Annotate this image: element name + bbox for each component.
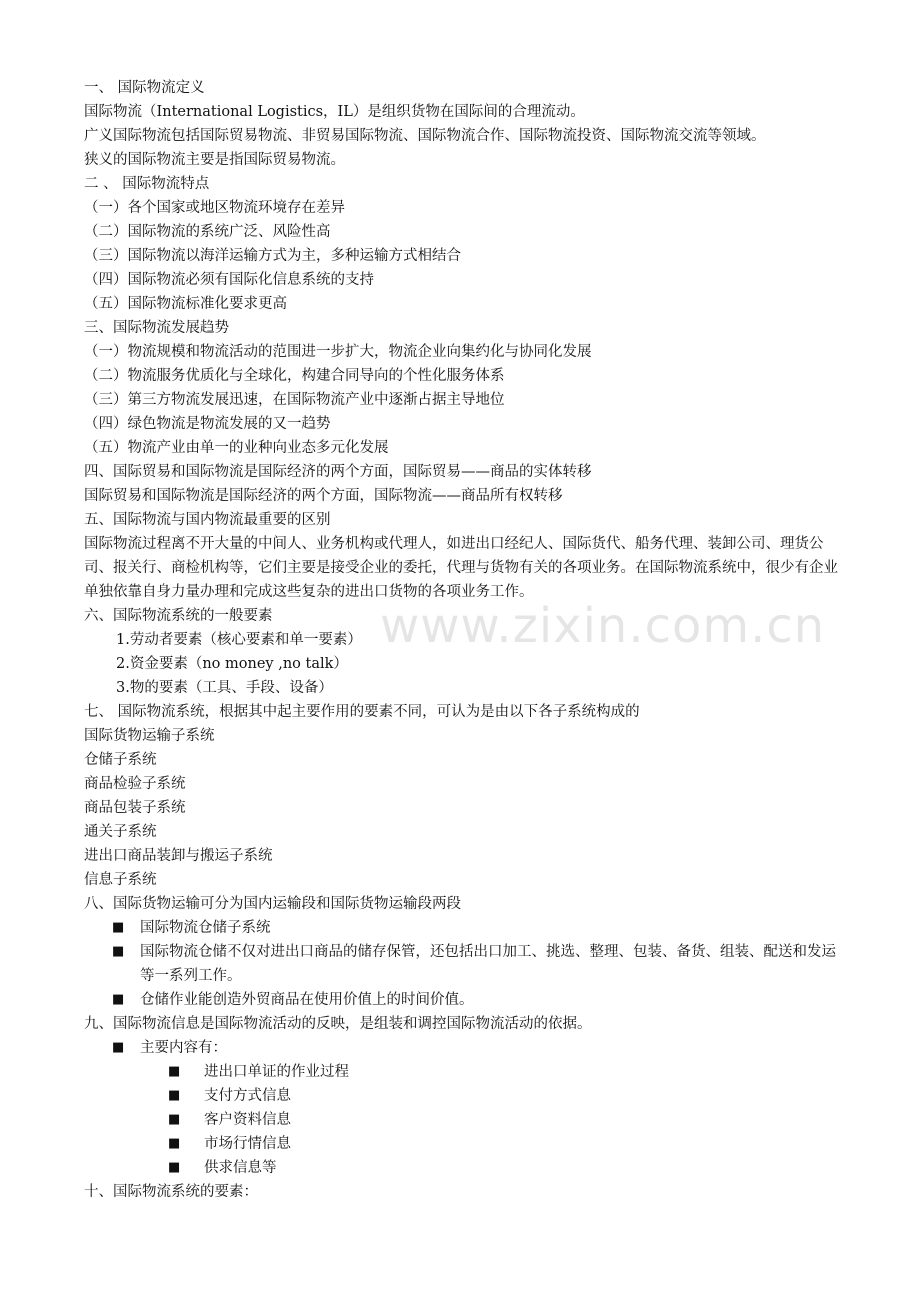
section-9-heading: 九、国际物流信息是国际物流活动的反映，是组装和调控国际物流活动的依据。 bbox=[84, 1016, 592, 1032]
s2-item-4: （四）国际物流必须有国际化信息系统的支持 bbox=[84, 272, 374, 288]
s9-subbullet-2-text: 支付方式信息 bbox=[204, 1088, 291, 1104]
s8-bullet-3-text: 仓储作业能创造外贸商品在使用价值上的时间价值。 bbox=[140, 992, 474, 1008]
s9-subbullet-3-text: 客户资料信息 bbox=[204, 1112, 291, 1128]
square-bullet-icon: ■ bbox=[168, 1064, 181, 1079]
s9-subbullet-4 bbox=[84, 1132, 844, 1156]
s9-bullet-text: 主要内容有： bbox=[140, 1040, 227, 1056]
s7-item-7: 信息子系统 bbox=[84, 872, 157, 888]
s3-item-2: （二）物流服务优质化与全球化，构建合同导向的个性化服务体系 bbox=[84, 368, 505, 384]
square-bullet-icon: ■ bbox=[168, 1112, 181, 1127]
watermark: www.zixin.com.cn bbox=[380, 598, 826, 654]
s2-item-2: （二）国际物流的系统广泛、风险性高 bbox=[84, 224, 331, 240]
s7-item-3: 商品检验子系统 bbox=[84, 776, 186, 792]
s9-subbullet-1-text: 进出口单证的作业过程 bbox=[204, 1064, 349, 1080]
document-body bbox=[84, 76, 844, 1204]
s9-bullet bbox=[84, 1036, 844, 1060]
s9-subbullet-3 bbox=[84, 1108, 844, 1132]
s6-item-1: 1.劳动者要素（核心要素和单一要素） bbox=[116, 632, 362, 648]
section-8-heading: 八、国际货物运输可分为国内运输段和国际货物运输段两段 bbox=[84, 896, 461, 912]
s9-subbullet-5 bbox=[84, 1156, 844, 1180]
s8-bullet-1-text: 国际物流仓储子系统 bbox=[140, 920, 271, 936]
s8-bullet-2-text: 国际物流仓储不仅对进出口商品的储存保管，还包括出口加工、挑选、整理、包装、备货、组装、配送和发运等一系列工作。 bbox=[140, 944, 836, 984]
s6-item-3: 3.物的要素（工具、手段、设备） bbox=[116, 680, 333, 696]
s3-item-4: （四）绿色物流是物流发展的又一趋势 bbox=[84, 416, 331, 432]
s9-subbullet-2 bbox=[84, 1084, 844, 1108]
s2-item-5: （五）国际物流标准化要求更高 bbox=[84, 296, 287, 312]
square-bullet-icon: ■ bbox=[112, 920, 125, 935]
section-6-heading: 六、国际物流系统的一般要素 bbox=[84, 608, 273, 624]
s7-item-5: 通关子系统 bbox=[84, 824, 157, 840]
section-7-heading: 七、 国际物流系统，根据其中起主要作用的要素不同，可认为是由以下各子系统构成的 bbox=[84, 704, 640, 720]
s9-subbullet-1 bbox=[84, 1060, 844, 1084]
s8-bullet-3 bbox=[84, 988, 844, 1012]
s2-item-1: （一）各个国家或地区物流环境存在差异 bbox=[84, 200, 345, 216]
s9-subbullet-4-text: 市场行情信息 bbox=[204, 1136, 291, 1152]
s5-paragraph: 国际物流过程离不开大量的中间人、业务机构或代理人，如进出口经纪人、国际货代、船务代理、装卸公司、理货公司、报关行、商检机构等，它们主要是接受企业的委托，代理与货物有关的各项业务。在国际物流系统中，很少有企业单独依靠自身力量办理和完成这些复杂的进出口货物的各项业务工作。 bbox=[84, 536, 838, 600]
s8-bullet-1 bbox=[84, 916, 844, 940]
square-bullet-icon: ■ bbox=[112, 944, 125, 959]
s7-item-2: 仓储子系统 bbox=[84, 752, 157, 768]
section-2-heading: 二 、 国际物流特点 bbox=[84, 176, 210, 192]
s9-subbullet-5-text: 供求信息等 bbox=[204, 1160, 277, 1176]
square-bullet-icon: ■ bbox=[112, 992, 125, 1007]
square-bullet-icon: ■ bbox=[168, 1088, 181, 1103]
s3-item-5: （五）物流产业由单一的业种向业态多元化发展 bbox=[84, 440, 389, 456]
section-10-heading: 十、国际物流系统的要素： bbox=[84, 1184, 258, 1200]
square-bullet-icon: ■ bbox=[112, 1040, 125, 1055]
section-3-heading: 三、国际物流发展趋势 bbox=[84, 320, 229, 336]
section-1-heading: 一、 国际物流定义 bbox=[84, 80, 205, 96]
s7-item-4: 商品包装子系统 bbox=[84, 800, 186, 816]
s6-item-2: 2.资金要素（no money ,no talk） bbox=[116, 656, 348, 672]
section-4-heading: 四、国际贸易和国际物流是国际经济的两个方面，国际贸易——商品的实体转移 bbox=[84, 464, 592, 480]
square-bullet-icon: ■ bbox=[168, 1160, 181, 1175]
s2-item-3: （三）国际物流以海洋运输方式为主，多种运输方式相结合 bbox=[84, 248, 461, 264]
s1-line-2: 广义国际物流包括国际贸易物流、非贸易国际物流、国际物流合作、国际物流投资、国际物流交流等领域。 bbox=[84, 128, 766, 144]
s1-line-1: 国际物流（International Logistics，IL）是组织货物在国际间的合理流动。 bbox=[84, 104, 585, 120]
s3-item-1: （一）物流规模和物流活动的范围进一步扩大，物流企业向集约化与协同化发展 bbox=[84, 344, 592, 360]
s1-line-3: 狭义的国际物流主要是指国际贸易物流。 bbox=[84, 152, 345, 168]
section-5-heading: 五、国际物流与国内物流最重要的区别 bbox=[84, 512, 331, 528]
s3-item-3: （三）第三方物流发展迅速，在国际物流产业中逐渐占据主导地位 bbox=[84, 392, 505, 408]
square-bullet-icon: ■ bbox=[168, 1136, 181, 1151]
s7-item-6: 进出口商品装卸与搬运子系统 bbox=[84, 848, 273, 864]
s8-bullet-2 bbox=[84, 940, 844, 988]
s7-item-1: 国际货物运输子系统 bbox=[84, 728, 215, 744]
s4-line: 国际贸易和国际物流是国际经济的两个方面，国际物流——商品所有权转移 bbox=[84, 488, 563, 504]
